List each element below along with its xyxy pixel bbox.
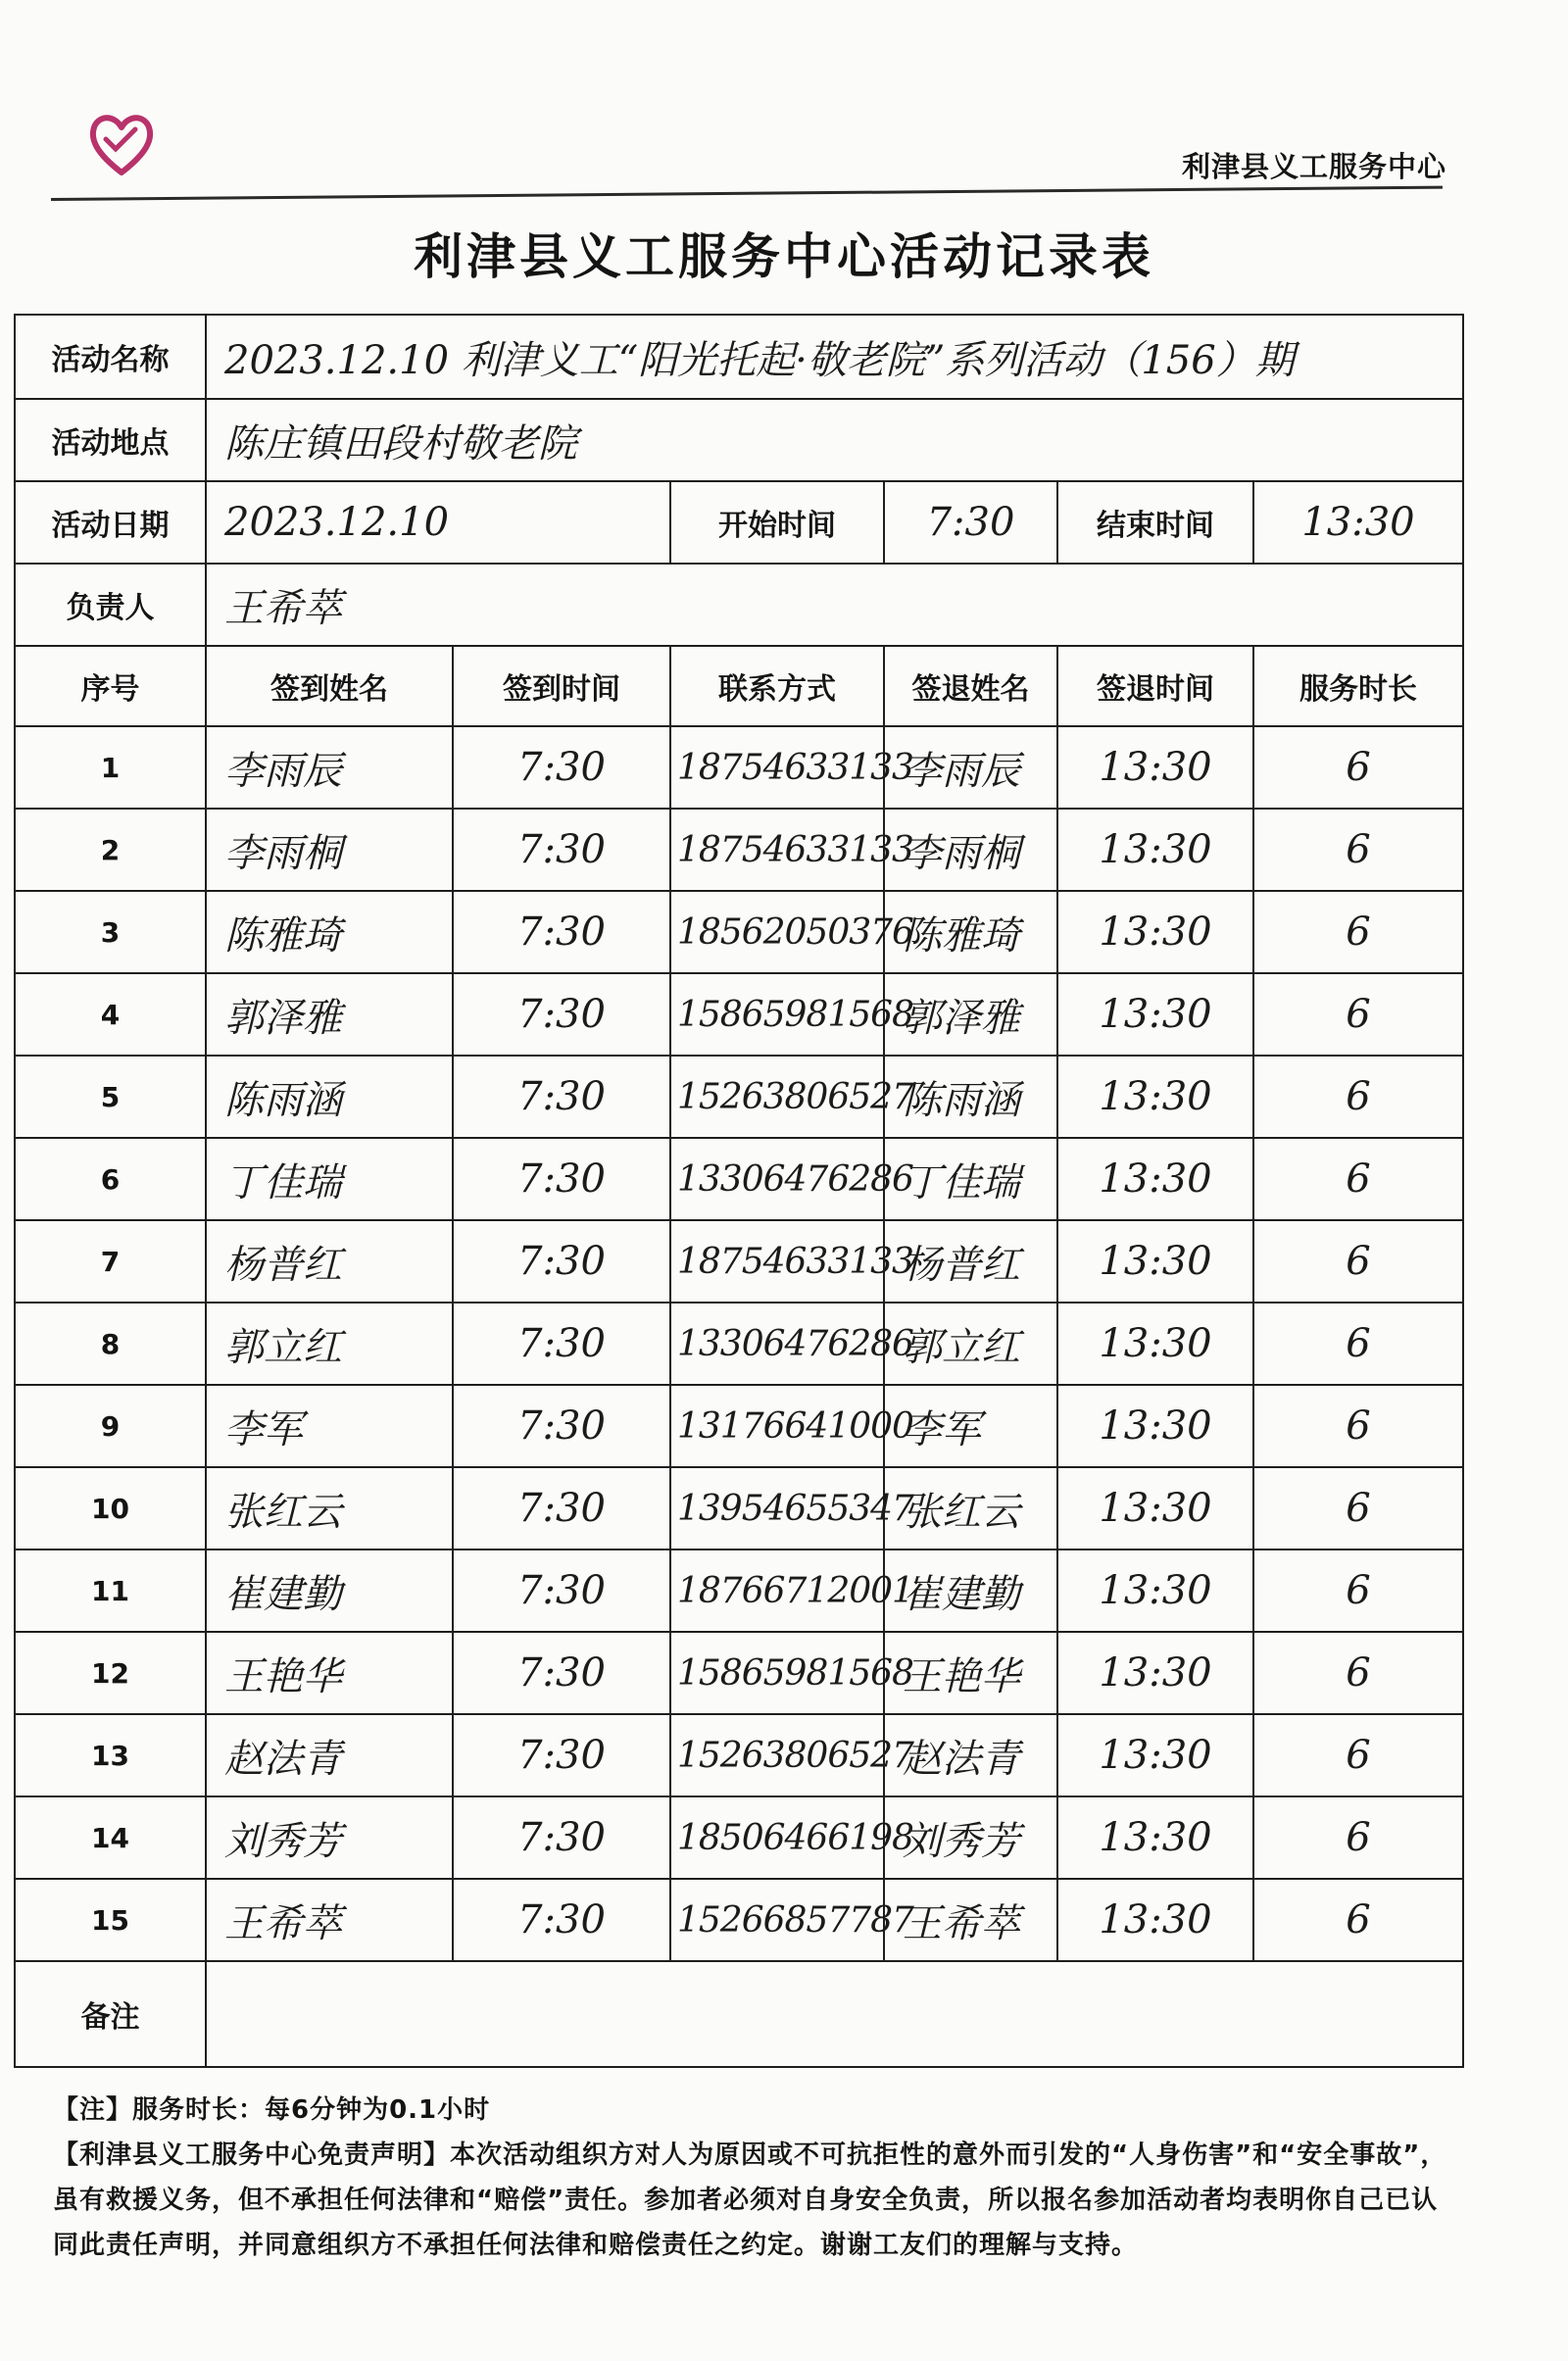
service-hours-cell[interactable] [1253,1549,1463,1632]
table-row [15,891,1463,973]
service-hours: 6 [1346,1815,1371,1860]
service-hours-cell[interactable] [1253,1796,1463,1879]
row-number: 10 [15,1467,206,1549]
table-row [15,1632,1463,1714]
table-row [15,973,1463,1056]
contact-phone: 18754633133 [677,1241,913,1282]
table-row [15,1303,1463,1385]
end-time-field[interactable] [1253,481,1463,564]
service-hours-cell[interactable] [1253,973,1463,1056]
service-hours-cell[interactable] [1253,1879,1463,1961]
end-time-value: 13:30 [1301,500,1415,545]
start-time-label: 开始时间 [670,481,884,564]
signin-name: 陈雨涵 [224,1077,342,1123]
signout-time: 13:30 [1099,910,1212,955]
signin-time-cell[interactable] [453,1467,670,1549]
signin-name: 丁佳瑞 [224,1159,342,1205]
signin-name: 张红云 [224,1489,342,1535]
contact-phone: 13306476286 [677,1158,913,1200]
signout-time-cell[interactable] [1057,1796,1253,1879]
col-header-no: 序号 [15,646,206,726]
contact-phone-cell[interactable] [670,1220,913,1303]
signin-time-cell[interactable] [453,809,670,891]
table-row [15,1220,1463,1303]
service-hours-cell[interactable] [1253,1138,1463,1220]
row-number: 11 [15,1549,206,1632]
signin-time-cell[interactable] [453,1303,670,1385]
signin-time-cell[interactable] [453,1796,670,1879]
service-hours-cell[interactable] [1253,1385,1463,1467]
leader-label: 负责人 [15,564,206,646]
service-hours-cell[interactable] [1253,1056,1463,1138]
activity-name-row [15,315,1463,399]
signout-name-cell[interactable] [884,1056,1057,1138]
col-header-signout-name: 签退姓名 [884,646,1057,726]
signout-time: 13:30 [1099,745,1212,790]
signin-name: 李雨桐 [224,830,342,876]
remarks-label: 备注 [15,1961,206,2067]
signin-name-cell[interactable] [206,1220,453,1303]
contact-phone-cell[interactable] [670,1714,913,1796]
row-number: 6 [15,1138,206,1220]
leader-field[interactable] [206,564,1463,646]
signin-time: 7:30 [517,745,606,790]
signout-name-cell[interactable] [884,1467,1057,1549]
signout-time-cell[interactable] [1057,1220,1253,1303]
signin-name: 王艳华 [224,1653,342,1699]
signout-name-cell[interactable] [884,1303,1057,1385]
row-number: 15 [15,1879,206,1961]
signin-name: 李雨辰 [224,748,342,794]
service-hours-cell[interactable] [1253,891,1463,973]
contact-phone: 15263806527 [677,1735,913,1776]
contact-phone: 15266857787 [677,1899,913,1941]
signin-time-cell[interactable] [453,1220,670,1303]
signin-name-cell[interactable] [206,1303,453,1385]
signout-time-cell[interactable] [1057,1385,1253,1467]
service-hours: 6 [1346,992,1371,1037]
signin-time: 7:30 [517,1815,606,1860]
signout-name: 陈雨涵 [903,1077,1020,1123]
row-number: 4 [15,973,206,1056]
signin-time-cell[interactable] [453,1549,670,1632]
signout-name: 赵法青 [903,1736,1020,1782]
signout-time: 13:30 [1099,1156,1212,1202]
contact-phone: 15263806527 [677,1076,913,1117]
contact-phone-cell[interactable] [670,1796,913,1879]
service-hours: 6 [1346,827,1371,872]
signout-name-cell[interactable] [884,1714,1057,1796]
signin-time-cell[interactable] [453,1879,670,1961]
table-row [15,1714,1463,1796]
signout-time: 13:30 [1099,1733,1212,1778]
signout-time: 13:30 [1099,1897,1212,1943]
contact-phone-cell[interactable] [670,726,913,809]
contact-phone: 18562050376 [677,911,913,953]
contact-phone: 15865981568 [677,1652,913,1694]
signin-time-cell[interactable] [453,1632,670,1714]
signout-name-cell[interactable] [884,1632,1057,1714]
remarks-field[interactable] [206,1961,1463,2067]
signout-time: 13:30 [1099,1239,1212,1284]
activity-place-field[interactable] [206,399,1463,481]
contact-phone-cell[interactable] [670,973,913,1056]
signin-name: 赵法青 [224,1736,342,1782]
signin-time-cell[interactable] [453,973,670,1056]
signout-name: 李军 [903,1406,981,1452]
signin-time: 7:30 [517,1897,606,1943]
activity-place-label: 活动地点 [15,399,206,481]
signin-name-cell[interactable] [206,1879,453,1961]
signout-name-cell[interactable] [884,726,1057,809]
signout-time-cell[interactable] [1057,809,1253,891]
activity-record-table [14,314,1464,2068]
signin-time: 7:30 [517,1403,606,1449]
signin-name: 郭泽雅 [224,995,342,1041]
signout-name-cell[interactable] [884,1879,1057,1961]
remarks-row [15,1961,1463,2067]
service-hours: 6 [1346,910,1371,955]
signin-name-cell[interactable] [206,1714,453,1796]
service-hours: 6 [1346,1239,1371,1284]
contact-phone-cell[interactable] [670,1549,913,1632]
activity-date-row [15,481,1463,564]
contact-phone: 13954655347 [677,1488,913,1529]
header-rule [51,186,1443,201]
service-hours-cell[interactable] [1253,1467,1463,1549]
start-time-value: 7:30 [926,500,1015,545]
signin-time: 7:30 [517,1486,606,1531]
col-header-signin-time: 签到时间 [453,646,670,726]
signin-name-cell[interactable] [206,1632,453,1714]
signin-name-cell[interactable] [206,973,453,1056]
activity-name-value: 2023.12.10 利津义工“阳光托起·敬老院”系列活动（156）期 [224,337,1295,383]
contact-phone-cell[interactable] [670,1303,913,1385]
footer-disclaimer: 【利津县义工服务中心免责声明】本次活动组织方对人为原因或不可抗拒性的意外而引发的“人身伤害”和“安全事故”，虽有救援义务，但不承担任何法律和“赔偿”责任。参加者必须对自身安全负责，所以报名参加活动者均表明你自己已认同此责任声明，并同意组织方不承担任何法律和赔偿责任之约定。谢谢工友们的理解与支持。 [53,2140,1447,2260]
signin-time: 7:30 [517,1156,606,1202]
signin-name-cell[interactable] [206,1796,453,1879]
contact-phone: 13306476286 [677,1323,913,1364]
contact-phone-cell[interactable] [670,1632,913,1714]
contact-phone-cell[interactable] [670,1385,913,1467]
signout-name-cell[interactable] [884,1385,1057,1467]
service-hours-cell[interactable] [1253,726,1463,809]
signout-time-cell[interactable] [1057,1714,1253,1796]
signin-time-cell[interactable] [453,1714,670,1796]
signout-name: 郭泽雅 [903,995,1020,1041]
signin-time-cell[interactable] [453,1138,670,1220]
signout-time: 13:30 [1099,1403,1212,1449]
contact-phone: 18506466198 [677,1817,913,1858]
contact-phone-cell[interactable] [670,891,913,973]
signin-time: 7:30 [517,1074,606,1119]
signin-time-cell[interactable] [453,1385,670,1467]
row-number: 5 [15,1056,206,1138]
end-time-label: 结束时间 [1057,481,1253,564]
signout-name-cell[interactable] [884,1549,1057,1632]
table-row [15,1385,1463,1467]
signout-time: 13:30 [1099,1074,1212,1119]
signout-time-cell[interactable] [1057,891,1253,973]
activity-place-value: 陈庄镇田段村敬老院 [224,420,577,467]
signout-time: 13:30 [1099,1486,1212,1531]
signin-name: 郭立红 [224,1324,342,1370]
contact-phone: 18754633133 [677,747,913,788]
service-hours: 6 [1346,1403,1371,1449]
signin-name-cell[interactable] [206,726,453,809]
signin-time: 7:30 [517,1650,606,1696]
signout-name-cell[interactable] [884,891,1057,973]
signin-name-cell[interactable] [206,1138,453,1220]
table-row [15,1138,1463,1220]
table-row [15,1056,1463,1138]
signout-time-cell[interactable] [1057,1467,1253,1549]
row-number: 3 [15,891,206,973]
service-hours: 6 [1346,1733,1371,1778]
contact-phone: 13176641000 [677,1405,913,1447]
row-number: 2 [15,809,206,891]
activity-date-value: 2023.12.10 [224,500,450,545]
activity-name-label: 活动名称 [15,315,206,399]
service-hours: 6 [1346,1568,1371,1613]
signout-name: 李雨桐 [903,830,1020,876]
service-hours: 6 [1346,1321,1371,1366]
signout-time-cell[interactable] [1057,1303,1253,1385]
signout-name: 张红云 [903,1489,1020,1535]
signin-name-cell[interactable] [206,1549,453,1632]
org-name: 利津县义工服务中心 [1181,150,1446,183]
footer [53,2088,1464,2268]
table-row [15,1879,1463,1961]
activity-name-field[interactable] [206,315,1463,399]
signout-name: 王艳华 [903,1653,1020,1699]
signout-name-cell[interactable] [884,1796,1057,1879]
contact-phone-cell[interactable] [670,809,913,891]
signin-time: 7:30 [517,910,606,955]
col-header-hours: 服务时长 [1253,646,1463,726]
contact-phone-cell[interactable] [670,1467,913,1549]
signout-name: 李雨辰 [903,748,1020,794]
signout-time-cell[interactable] [1057,1549,1253,1632]
signin-name: 李军 [224,1406,303,1452]
service-hours: 6 [1346,1156,1371,1202]
signin-name: 王希萃 [224,1900,342,1946]
signin-name: 陈雅琦 [224,912,342,959]
signin-name: 杨普红 [224,1242,342,1288]
start-time-field[interactable] [884,481,1057,564]
signin-time: 7:30 [517,1733,606,1778]
footer-note: 【注】服务时长：每6分钟为0.1小时 [53,2095,491,2125]
leader-row [15,564,1463,646]
leader-value: 王希萃 [224,585,342,631]
service-hours: 6 [1346,1897,1371,1943]
table-row [15,1549,1463,1632]
signin-time: 7:30 [517,1239,606,1284]
column-header-row [15,646,1463,726]
signin-name-cell[interactable] [206,1385,453,1467]
row-number: 13 [15,1714,206,1796]
activity-date-label: 活动日期 [15,481,206,564]
signout-name-cell[interactable] [884,1138,1057,1220]
signout-name: 郭立红 [903,1324,1020,1370]
signin-name-cell[interactable] [206,891,453,973]
row-number: 8 [15,1303,206,1385]
signout-time-cell[interactable] [1057,1138,1253,1220]
signout-time-cell[interactable] [1057,1056,1253,1138]
signout-name: 王希萃 [903,1900,1020,1946]
signout-time: 13:30 [1099,1815,1212,1860]
contact-phone-cell[interactable] [670,1056,913,1138]
signout-name: 崔建勤 [903,1571,1020,1617]
signout-name: 丁佳瑞 [903,1159,1020,1205]
signout-name-cell[interactable] [884,809,1057,891]
signout-name: 杨普红 [903,1242,1020,1288]
service-hours: 6 [1346,1650,1371,1696]
signin-time-cell[interactable] [453,891,670,973]
service-hours: 6 [1346,1486,1371,1531]
service-hours-cell[interactable] [1253,1220,1463,1303]
signout-time: 13:30 [1099,1321,1212,1366]
contact-phone: 18766712001 [677,1570,913,1611]
table-row [15,1467,1463,1549]
service-hours: 6 [1346,1074,1371,1119]
row-number: 9 [15,1385,206,1467]
contact-phone: 15865981568 [677,994,913,1035]
col-header-contact: 联系方式 [670,646,884,726]
signin-time-cell[interactable] [453,1056,670,1138]
row-number: 7 [15,1220,206,1303]
contact-phone-cell[interactable] [670,1879,913,1961]
row-number: 1 [15,726,206,809]
signin-time: 7:30 [517,992,606,1037]
service-hours-cell[interactable] [1253,1714,1463,1796]
signin-name-cell[interactable] [206,809,453,891]
signin-name: 崔建勤 [224,1571,342,1617]
signout-time-cell[interactable] [1057,973,1253,1056]
signout-name: 刘秀芳 [903,1818,1020,1864]
table-row [15,726,1463,809]
service-hours-cell[interactable] [1253,809,1463,891]
signout-time-cell[interactable] [1057,1879,1253,1961]
signout-name: 陈雅琦 [903,912,1020,959]
contact-phone-cell[interactable] [670,1138,913,1220]
signin-time: 7:30 [517,827,606,872]
signout-time: 13:30 [1099,992,1212,1037]
activity-date-field[interactable] [206,481,670,564]
col-header-signin-name: 签到姓名 [206,646,453,726]
row-number: 12 [15,1632,206,1714]
activity-place-row [15,399,1463,481]
signout-time: 13:30 [1099,827,1212,872]
signout-time-cell[interactable] [1057,1632,1253,1714]
signout-time-cell[interactable] [1057,726,1253,809]
signin-name: 刘秀芳 [224,1818,342,1864]
table-row [15,1796,1463,1879]
signout-name-cell[interactable] [884,973,1057,1056]
signin-name-cell[interactable] [206,1467,453,1549]
service-hours-cell[interactable] [1253,1303,1463,1385]
signin-time: 7:30 [517,1568,606,1613]
col-header-signout-time: 签退时间 [1057,646,1253,726]
service-hours-cell[interactable] [1253,1632,1463,1714]
service-hours: 6 [1346,745,1371,790]
page-title: 利津县义工服务中心活动记录表 [414,228,1154,285]
table-row [15,809,1463,891]
signout-time: 13:30 [1099,1650,1212,1696]
heart-logo-icon [86,110,157,180]
row-number: 14 [15,1796,206,1879]
signin-time: 7:30 [517,1321,606,1366]
signin-name-cell[interactable] [206,1056,453,1138]
signout-time: 13:30 [1099,1568,1212,1613]
signout-name-cell[interactable] [884,1220,1057,1303]
signin-time-cell[interactable] [453,726,670,809]
contact-phone: 18754633133 [677,829,913,870]
